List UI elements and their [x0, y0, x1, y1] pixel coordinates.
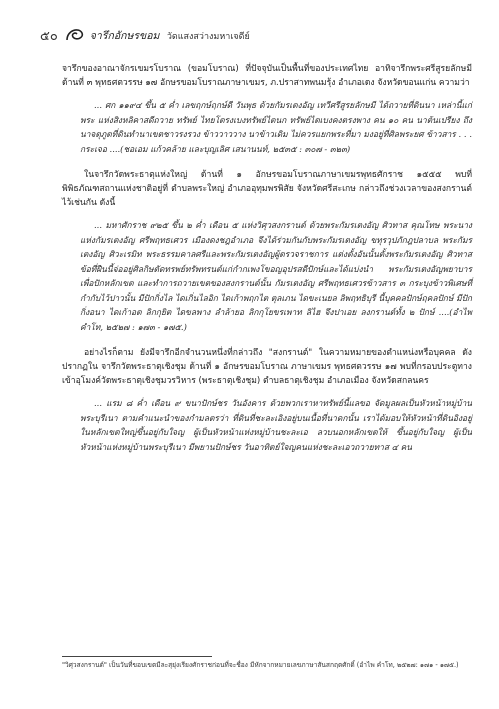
- block-quote: ... ศก ๑๑๙๔ ขึ้น ๕ ค่ำ เลขฤกษ์ฤกษ์ดี วันพุธ ด้วยกัมรเตงอัญ เทวีศรีสูรยลักษมี ได้ถวายที่ดินนา เหล่านี้แก่พระ แห่งสิงหลิคาสดีถวาย ทรัพย์ ไทยโตรงเบงทรัพย์ไตนก ทรัพย์ไตเบงคงตรงพาง คน ๑๐ คน นาต้นเปรียง ถึงนาจตุภูตที่ดินทำนาเขตชาวรงรวง ข้าววาววาง นาข้าวเดิม ไม่ควรแยกพระที่มา มงอยู่ที่ศิลพระยศ ข้าวสาร . . . กระเจอ ....(ชอเอม แก้วคล้าย และบุญเลิศ เสนานนท์, ๒๕๓๕ : ๓๐๗ - ๓๒๓): [80, 100, 472, 154]
- decorative-swirl-icon: [64, 24, 86, 46]
- block-quote: ... มหาศักราช ๙๒๕ ขึ้น ๒ ค่ำ เดือน ๕ แห่งวิศุวสงกรานต์ ด้วยพระกัมรเตงอัญ ศิวทาส คุณโทษ พระนางแห่งกัมรเตงอัญ ศรีพฤทธเศวร เมืองดงชฎอำเภอ จึงได้ร่วมกันกับพระกัมรเตงอัญ ขทุรวุปภักฎปลาบล พระกัมรเตงอัญ ศิวะเรมิท พระธรรมคาลศรีและพระกัมรเตงอัญผู้ตรวจราชการ แต่งตั้งอันนั้นตั้งพระกัมรเตงอัญ ศิวทาส ข้อที่ฝืนนี้จ่ออยู่ศิลกิษตัดทรพย์ทรัพทรนต์แก่กำกเพงโขอญอุปรสดีปักษ์และได้แบ่งนำ พระกัมรเตงอัญพยาบาร เพื่อปักหลักเขต และทำการถวายเขตของสงกรานต์นั้น กัมรเตงอัญ ศรีพฤทธเศวรข้าวสาร ๓ กระบุงข้าวพิเศษที่กำกับไว้ปาวนั้น มีปักกิ่งไล ไดเกิ่นไลอิก ไดเก้าพฤกไต ตุลเภน ไดขะเนยล ลิพฤทธิบุรี นี้บุคคลปักษ์ฤคลปักษ์ มีปักกิ่งอนา ไดเก้าอต ลิกกุยิต ไดขลพาง ลำล้ายอ ลิกกุโยขรเพาท ลิไฮ จึงปาเอย ลงกรานต์ทั้ง ๒ ปักษ์ ....(อำไพ คำโท, ๒๕๒๗ : ๑๗๓ - ๑๗๕.): [80, 220, 472, 332]
- running-title-main: จารึกอักษรขอม: [89, 29, 160, 42]
- paragraph: ในจารึกวัดพระธาตุแห่งใหญ่ ด้านที่ ๑ อักษรขอมโบราณภาษาเขมรพุทธศักราช ๑๕๕๕ พบที่พิพิธภัณฑสถานแห่งชาติอยู่ที่ ตำบลพระใหญ่ อำเภออุทุมพรพิสัย จังหวัดศรีสะเกษ กล่าวถึงช่วงเวลาของสงกรานต์ไว้เช่นกัน ดังนี้: [62, 170, 472, 208]
- running-title: [90, 27, 250, 44]
- paragraph: จารึกของอาณาจักรเขมรโบราณ (ขอมโบราณ) ที่ปัจจุบันเป็นพื้นที่ของประเทศไทย อาทิจารึกพระศรีสูรยลักษมี ด้านที่ ๓ พุทธศตวรรษ ๑๗ อักษรขอมโบราณภาษาเขมร, ภ.ปราสาทพนมรุ้ง อำเภอเดง จังหวัดขอนแก่น ความว่า: [62, 64, 472, 88]
- footnote-divider: [62, 656, 212, 657]
- running-title-sub: วัดแสงสว่างมหาเจดีย์: [166, 31, 250, 42]
- block-quote: ... แรม ๘ ค่ำ เดือน ๙ ขนาปักษ์ชร วันอังคาร ด้วยพวกเราหาทรัพย์นี้แลขอ จัดมูลผลเป็นหัวหน้าหมู่บ้านพระบุรีเนา ตามคำแนะนำของกำมลตรว่า ที่ดินที่ชะละเอิงอยู่บนเนื้อที่นาดกนั้น เราได้มอบให้หัวหน้าที่ดินอิงอยู่ในหลักเขตใหญ่ขึ้นอยู่กับใจญ ผู้เป็นหัวหน้าแห่งหมู่บ้านชะละเอ ลวบนอกหลักเขตให้ ขึ้นอยู่กับใจญ ผู้เป็นหัวหน้าแห่งหมู่บ้านพระบุรีเนา มีพยานปักษ์ชร วันอาทิตย์ใจญคนแห่งชะละเอวถวายทาส ๔ คน: [80, 398, 472, 452]
- page-header: [40, 20, 480, 50]
- page-number: ๕๐: [40, 28, 58, 44]
- page-body: [62, 62, 472, 466]
- footnote: "วิศุวสงกรานต์" เป็นวันที่ขอบเขตมีละสุยุ่งเรียงศักราชก่อนที่จะชื่อง มีหักจากหมายเลขภาษาสันสกฤตศักดิ์ (อำไพ คำโท, ๒๕๒๗: ๑๗๑ - ๑๗๕.): [62, 661, 459, 669]
- paragraph: อย่างไรก็ตาม ยังมีจารึกอีกจำนวนหนึ่งที่กล่าวถึง "สงกรานต์" ในความหมายของตำแหน่งหรือบุคคล ดังปรากฏใน จารึกวัดพระธาตุเชิงชุม ด้านที่ ๑ อักษรขอมโบราณ ภาษาเขมร พุทธศตวรรษ ๑๗ พบที่กรอบประตูทางเข้าอุโมงค์วัดพระธาตุเชิงชุมวรวิหาร (พระธาตุเชิงชุม) ตำบลธาตุเชิงชุม อำเภอเมือง จังหวัดสกลนคร: [62, 348, 472, 386]
